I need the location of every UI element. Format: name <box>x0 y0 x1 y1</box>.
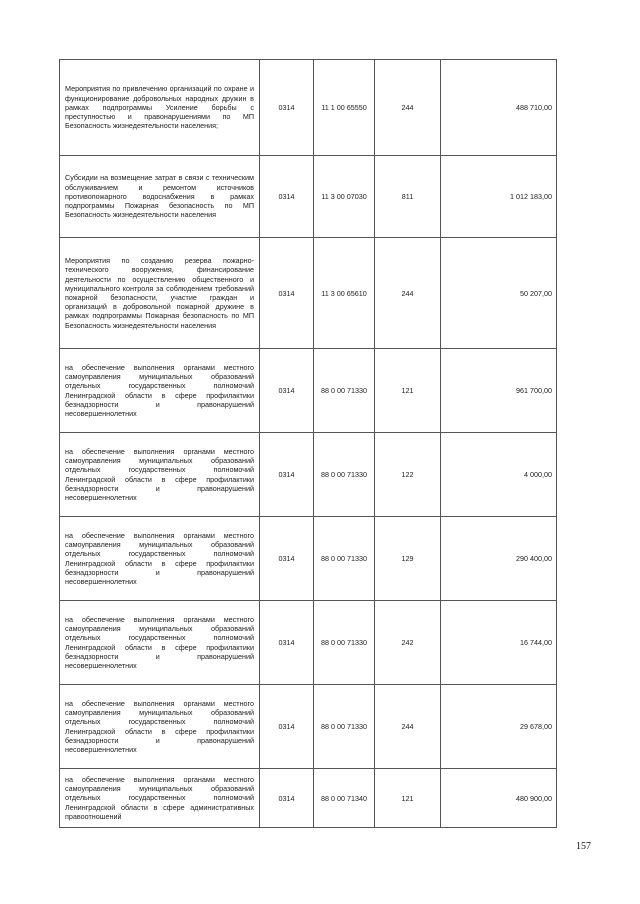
row-description: на обеспечение выполнения органами местного самоуправления муниципальных образований отдельных государственных полномочий Ленинградской области в сфере профилактики безнадзорности и правонарушений несовершеннолетних <box>60 433 260 517</box>
row-amount: 4 000,00 <box>441 433 557 517</box>
row-target-article: 88 0 00 71340 <box>314 769 375 828</box>
row-description: на обеспечение выполнения органами местного самоуправления муниципальных образований отдельных государственных полномочий Ленинградской области в сфере профилактики безнадзорности и правонарушений несовершеннолетних <box>60 685 260 769</box>
row-section: 0314 <box>260 349 314 433</box>
row-target-article: 11 1 00 65550 <box>314 60 375 156</box>
row-section: 0314 <box>260 769 314 828</box>
row-expense-type: 244 <box>375 685 441 769</box>
row-expense-type: 811 <box>375 156 441 238</box>
row-target-article: 11 3 00 07030 <box>314 156 375 238</box>
row-description: Субсидии на возмещение затрат в связи с техническим обслуживанием и ремонтом источников противопожарного водоснабжения в рамках подпрограммы Пожарная безопасность по МП Безопасность жизнедеятельности населения <box>60 156 260 238</box>
row-amount: 16 744,00 <box>441 601 557 685</box>
row-expense-type: 244 <box>375 238 441 349</box>
row-amount: 961 700,00 <box>441 349 557 433</box>
row-description: Мероприятия по созданию резерва пожарно-технического вооружения, финансирование деятельности по осуществлению общественного и муниципального контроля за соблюдением требований пожарной безопасности, участие граждан и организаций в добровольной пожарной дружине в рамках подпрограммы Пожарная безопасность по МП Безопасность жизнедеятельности населения <box>60 238 260 349</box>
row-section: 0314 <box>260 601 314 685</box>
row-expense-type: 121 <box>375 349 441 433</box>
row-description: на обеспечение выполнения органами местного самоуправления муниципальных образований отдельных государственных полномочий Ленинградской области в сфере административных правоотношений <box>60 769 260 828</box>
table-row <box>60 685 557 769</box>
row-section: 0314 <box>260 433 314 517</box>
row-amount: 29 678,00 <box>441 685 557 769</box>
table-row <box>60 517 557 601</box>
row-target-article: 88 0 00 71330 <box>314 685 375 769</box>
table-row <box>60 433 557 517</box>
budget-table <box>59 59 557 828</box>
row-section: 0314 <box>260 517 314 601</box>
row-amount: 480 900,00 <box>441 769 557 828</box>
row-target-article: 88 0 00 71330 <box>314 433 375 517</box>
row-expense-type: 242 <box>375 601 441 685</box>
table-row <box>60 238 557 349</box>
row-target-article: 88 0 00 71330 <box>314 517 375 601</box>
row-target-article: 88 0 00 71330 <box>314 349 375 433</box>
row-expense-type: 122 <box>375 433 441 517</box>
row-amount: 290 400,00 <box>441 517 557 601</box>
table-row <box>60 769 557 828</box>
row-section: 0314 <box>260 156 314 238</box>
page-number: 157 <box>576 841 591 852</box>
row-target-article: 11 3 00 65610 <box>314 238 375 349</box>
row-expense-type: 129 <box>375 517 441 601</box>
row-amount: 488 710,00 <box>441 60 557 156</box>
row-description: на обеспечение выполнения органами местного самоуправления муниципальных образований отдельных государственных полномочий Ленинградской области в сфере профилактики безнадзорности и правонарушений несовершеннолетних <box>60 601 260 685</box>
row-expense-type: 244 <box>375 60 441 156</box>
row-section: 0314 <box>260 238 314 349</box>
row-expense-type: 121 <box>375 769 441 828</box>
row-description: Мероприятия по привлечению организаций по охране и функционирование добровольных народных дружин в рамках подпрограммы Усиление борьбы с преступностью и правонарушениями по МП Безопасность жизнедеятельности населения; <box>60 60 260 156</box>
row-amount: 50 207,00 <box>441 238 557 349</box>
row-amount: 1 012 183,00 <box>441 156 557 238</box>
row-section: 0314 <box>260 60 314 156</box>
row-section: 0314 <box>260 685 314 769</box>
row-target-article: 88 0 00 71330 <box>314 601 375 685</box>
row-description: на обеспечение выполнения органами местного самоуправления муниципальных образований отдельных государственных полномочий Ленинградской области в сфере профилактики безнадзорности и правонарушений несовершеннолетних <box>60 349 260 433</box>
table-row <box>60 601 557 685</box>
table-row <box>60 349 557 433</box>
table-row <box>60 156 557 238</box>
row-description: на обеспечение выполнения органами местного самоуправления муниципальных образований отдельных государственных полномочий Ленинградской области в сфере профилактики безнадзорности и правонарушений несовершеннолетних <box>60 517 260 601</box>
table-row <box>60 60 557 156</box>
